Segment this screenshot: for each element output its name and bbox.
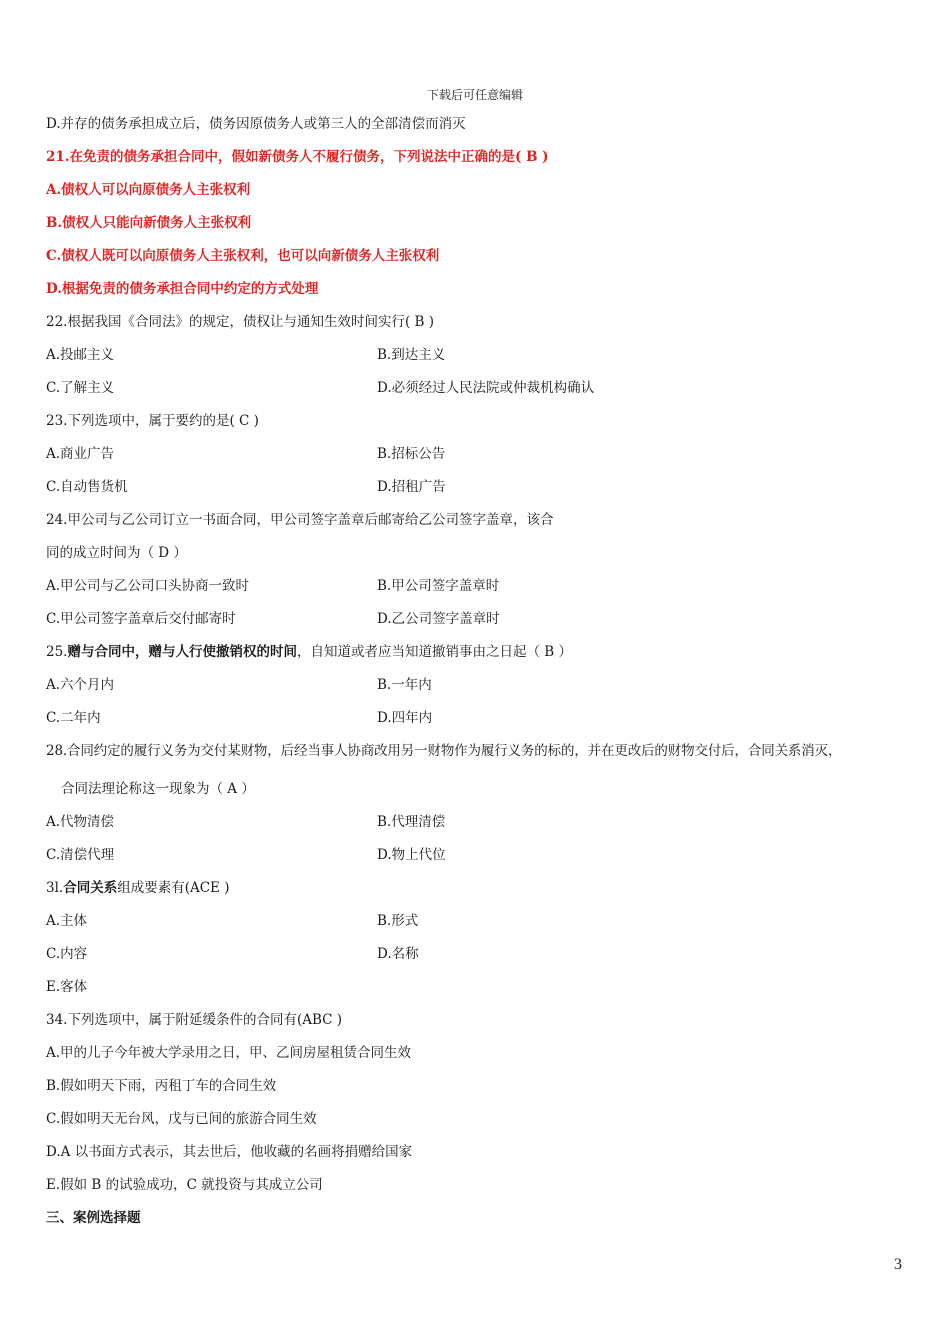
option-row [46,910,916,943]
option-c: C.内容 [46,946,88,962]
option-row [46,943,916,976]
option-a: A.商业广告 [46,446,115,462]
document-body [46,113,916,1240]
option-b: B.代理清偿 [377,814,446,830]
option-d: D.乙公司签字盖章时 [377,611,500,627]
option-c: C.清偿代理 [46,847,115,863]
question-number: 25. [46,644,68,660]
option-row [46,674,916,707]
option-d: D.A 以书面方式表示，其去世后，他收藏的名画将捐赠给国家 [46,1144,413,1160]
option-d: D.必须经过人民法院或仲裁机构确认 [377,380,595,396]
option-row [46,844,916,877]
question-28-continued: 合同法理论称这一现象为（ A ） [61,781,255,797]
question-34: 34.下列选项中，属于附延缓条件的合同有(ABC ) [46,1012,343,1028]
page-header: 下载后可任意编辑 [426,88,523,102]
option-d: D.名称 [377,946,419,962]
question-text: ，自知道或者应当知道撤销事由之日起（ B ） [296,644,572,660]
option-b: B.甲公司签字盖章时 [377,578,500,594]
option-line: A.债权人可以向原债务人主张权利 [46,182,251,198]
option-a: A.投邮主义 [46,347,115,363]
question-bold-text: 赠与合同中，赠与人行使撤销权的时间 [67,644,297,660]
question-bold-text: 合同关系 [63,880,118,896]
option-b: B.招标公告 [377,446,446,462]
question-24-continued: 同的成立时间为（ D ） [46,545,187,561]
option-b: B.假如明天下雨，丙租丁车的合同生效 [46,1078,277,1094]
option-a: A.代物清偿 [46,814,115,830]
question-25 [46,641,916,674]
option-line: D.根据免责的债务承担合同中约定的方式处理 [46,281,319,297]
section-heading: 三、案例选择题 [46,1210,141,1226]
option-d: D.四年内 [377,710,433,726]
option-line: B.债权人只能向新债务人主张权利 [46,215,252,231]
question-text: 组成要素有(ACE ) [117,880,230,896]
option-e: E.假如 B 的试验成功，C 就投资与其成立公司 [46,1177,323,1193]
option-row [46,575,916,608]
option-a: A.主体 [46,913,88,929]
question-31 [46,877,916,910]
question-28: 28.合同约定的履行义务为交付某财物，后经当事人协商改用另一财物作为履行义务的标的，并在更改后的财物交付后，合同关系消灭， [46,743,842,759]
question-21: 21.在免责的债务承担合同中，假如新债务人不履行债务，下列说法中正确的是( B ) [46,149,549,165]
option-d: D.物上代位 [377,847,446,863]
option-c: C.甲公司签字盖章后交付邮寄时 [46,611,236,627]
option-row [46,344,916,377]
option-c: C.自动售货机 [46,479,128,495]
option-row [46,608,916,641]
question-22: 22.根据我国《合同法》的规定，债权让与通知生效时间实行( B ) [46,314,435,330]
question-24: 24.甲公司与乙公司订立一书面合同，甲公司签字盖章后邮寄给乙公司签字盖章，该合 [46,512,554,528]
option-e: E.客体 [46,979,88,995]
option-row [46,476,916,509]
option-b: B.形式 [377,913,419,929]
question-23: 23.下列选项中，属于要约的是( C ) [46,413,259,429]
option-row [46,707,916,740]
option-c: C.了解主义 [46,380,115,396]
option-row [46,443,916,476]
option-c: C.假如明天无台风，戊与已间的旅游合同生效 [46,1111,317,1127]
option-a: A.六个月内 [46,677,115,693]
option-b: B.一年内 [377,677,432,693]
option-a: A.甲的儿子今年被大学录用之日，甲、乙间房屋租赁合同生效 [46,1045,412,1061]
option-line: D.并存的债务承担成立后，债务因原债务人或第三人的全部清偿而消灭 [46,116,466,132]
option-line: C.债权人既可以向原债务人主张权利，也可以向新债务人主张权利 [46,248,440,264]
option-c: C.二年内 [46,710,101,726]
question-number: 3l. [46,880,64,896]
option-row [46,377,916,410]
option-a: A.甲公司与乙公司口头协商一致时 [46,578,250,594]
option-row [46,811,916,844]
page-number: 3 [894,1256,902,1273]
option-b: B.到达主义 [377,347,446,363]
option-d: D.招租广告 [377,479,446,495]
